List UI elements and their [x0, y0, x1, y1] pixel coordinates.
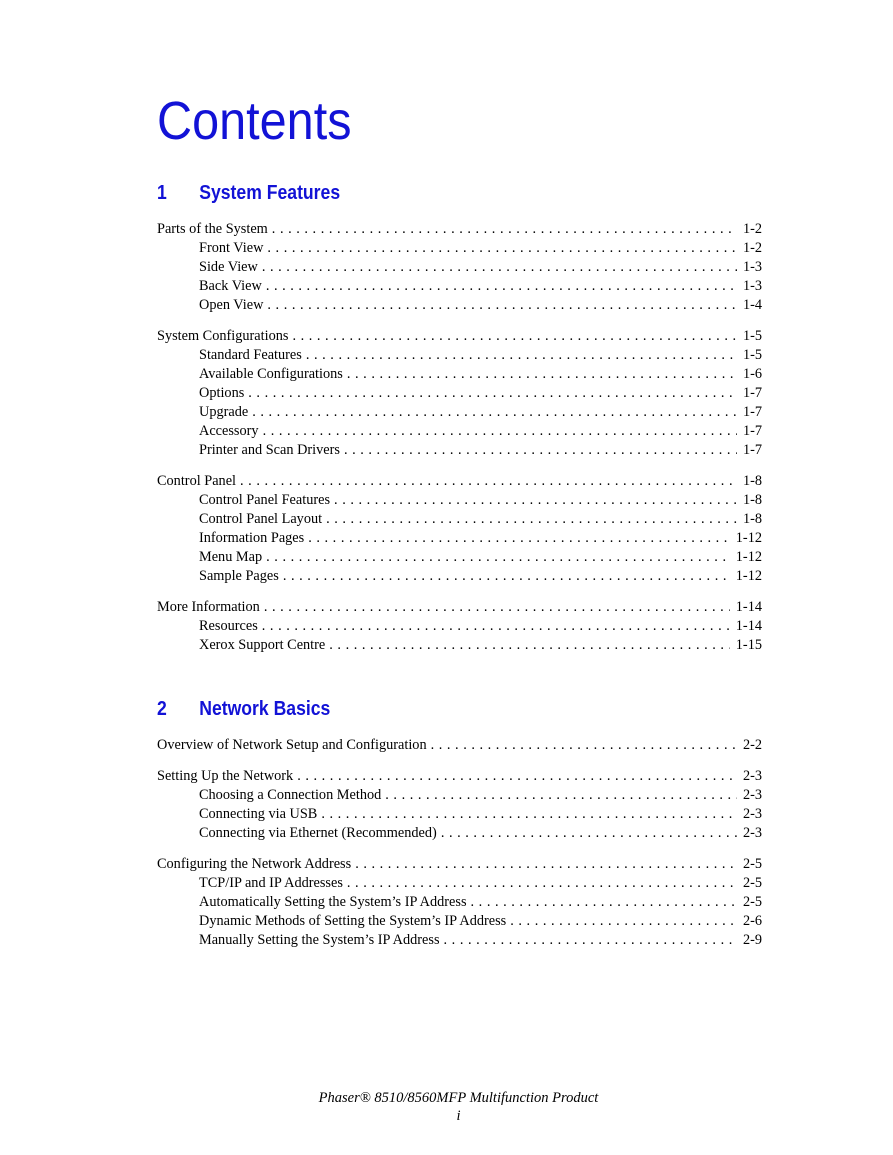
toc-entry-section[interactable] [157, 767, 762, 786]
toc-entry-page: 1-4 [742, 297, 762, 313]
toc-entry-section[interactable] [157, 855, 762, 874]
toc-entry-subsection[interactable] [157, 636, 762, 655]
toc-entry-title: Standard Features [199, 347, 302, 363]
toc-group [157, 472, 762, 586]
footer-page-number: i [456, 1108, 461, 1124]
toc-entry-subsection[interactable] [157, 365, 762, 384]
toc-entry-subsection[interactable] [157, 491, 762, 510]
toc-entry-subsection[interactable] [157, 258, 762, 277]
dot-leader [431, 736, 737, 755]
toc-entry-title: Setting Up the Network [157, 768, 294, 784]
toc-entry-section[interactable] [157, 736, 762, 755]
toc-entry-page: 1-8 [742, 473, 762, 489]
toc-entry-subsection[interactable] [157, 422, 762, 441]
toc-entry-title: Connecting via USB [199, 806, 318, 822]
chapter-number: 1 [157, 182, 167, 204]
toc-entry-title: Side View [199, 259, 258, 275]
chapter-heading-2[interactable] [157, 697, 330, 721]
toc-entry-title: Control Panel Layout [199, 511, 323, 527]
toc-entry-page: 1-7 [742, 404, 762, 420]
toc-entry-subsection[interactable] [157, 874, 762, 893]
toc-entry-subsection[interactable] [157, 239, 762, 258]
dot-leader [321, 805, 737, 824]
toc-entry-subsection[interactable] [157, 296, 762, 315]
dot-leader [444, 931, 737, 950]
toc-entry-title: Connecting via Ethernet (Recommended) [199, 825, 437, 841]
chapter-title: Network Basics [199, 698, 331, 720]
toc-entry-title: Information Pages [199, 530, 305, 546]
toc-entry-title: Control Panel Features [199, 492, 331, 508]
toc-entry-page: 1-8 [742, 511, 762, 527]
toc-entry-section[interactable] [157, 472, 762, 491]
toc-entry-page: 1-12 [735, 549, 762, 565]
toc-entry-subsection[interactable] [157, 617, 762, 636]
toc-group [157, 767, 762, 843]
page-footer [0, 1089, 893, 1125]
dot-leader [262, 258, 737, 277]
toc-entry-page: 2-9 [742, 932, 762, 948]
toc-group [157, 855, 762, 950]
chapter-1-toc [157, 220, 762, 667]
toc-entry-subsection[interactable] [157, 893, 762, 912]
toc-entry-page: 1-2 [742, 221, 762, 237]
dot-leader [297, 767, 737, 786]
toc-entry-title: Accessory [199, 423, 259, 439]
toc-entry-title: Printer and Scan Drivers [199, 442, 340, 458]
dot-leader [262, 617, 730, 636]
toc-entry-title: More Information [157, 599, 260, 615]
dot-leader [283, 567, 730, 586]
toc-entry-title: Available Configurations [199, 366, 343, 382]
toc-entry-section[interactable] [157, 327, 762, 346]
toc-entry-subsection[interactable] [157, 548, 762, 567]
toc-entry-subsection[interactable] [157, 567, 762, 586]
toc-entry-page: 1-7 [742, 442, 762, 458]
toc-entry-page: 2-3 [742, 806, 762, 822]
dot-leader [510, 912, 737, 931]
dot-leader [329, 636, 730, 655]
dot-leader [344, 441, 737, 460]
dot-leader [263, 422, 737, 441]
toc-entry-title: Upgrade [199, 404, 249, 420]
toc-entry-subsection[interactable] [157, 384, 762, 403]
toc-entry-title: Back View [199, 278, 262, 294]
toc-entry-subsection[interactable] [157, 912, 762, 931]
dot-leader [240, 472, 737, 491]
toc-entry-page: 1-12 [735, 568, 762, 584]
dot-leader [308, 529, 730, 548]
toc-entry-title: Control Panel [157, 473, 237, 489]
toc-entry-title: Resources [199, 618, 258, 634]
toc-entry-page: 2-5 [742, 894, 762, 910]
toc-entry-title: Menu Map [199, 549, 263, 565]
toc-entry-title: TCP/IP and IP Addresses [199, 875, 343, 891]
toc-entry-page: 1-14 [735, 599, 762, 615]
dot-leader [385, 786, 737, 805]
toc-entry-page: 1-14 [735, 618, 762, 634]
toc-entry-subsection[interactable] [157, 441, 762, 460]
toc-entry-subsection[interactable] [157, 346, 762, 365]
toc-entry-page: 2-3 [742, 825, 762, 841]
toc-group [157, 598, 762, 655]
toc-entry-page: 2-5 [742, 856, 762, 872]
toc-entry-title: Xerox Support Centre [199, 637, 326, 653]
dot-leader [264, 598, 730, 617]
chapter-number: 2 [157, 698, 167, 720]
toc-entry-page: 2-2 [742, 737, 762, 753]
toc-entry-page: 2-5 [742, 875, 762, 891]
toc-entry-subsection[interactable] [157, 931, 762, 950]
dot-leader [272, 220, 737, 239]
toc-entry-title: Manually Setting the System’s IP Address [199, 932, 440, 948]
toc-entry-page: 1-2 [742, 240, 762, 256]
toc-group [157, 736, 762, 755]
toc-entry-page: 2-3 [742, 787, 762, 803]
dot-leader [471, 893, 737, 912]
dot-leader [355, 855, 737, 874]
dot-leader [252, 403, 737, 422]
toc-entry-page: 1-3 [742, 278, 762, 294]
toc-entry-page: 1-8 [742, 492, 762, 508]
toc-entry-title: Options [199, 385, 245, 401]
toc-entry-title: Configuring the Network Address [157, 856, 352, 872]
toc-entry-page: 2-3 [742, 768, 762, 784]
toc-entry-page: 1-15 [735, 637, 762, 653]
toc-entry-title: System Configurations [157, 328, 289, 344]
toc-group [157, 220, 762, 315]
toc-entry-subsection[interactable] [157, 529, 762, 548]
dot-leader [441, 824, 737, 843]
dot-leader [334, 491, 737, 510]
toc-entry-subsection[interactable] [157, 403, 762, 422]
toc-entry-subsection[interactable] [157, 824, 762, 843]
toc-entry-title: Parts of the System [157, 221, 268, 237]
toc-entry-page: 1-5 [742, 328, 762, 344]
dot-leader [347, 365, 737, 384]
toc-entry-page: 1-7 [742, 423, 762, 439]
toc-group [157, 327, 762, 460]
toc-entry-title: Choosing a Connection Method [199, 787, 382, 803]
dot-leader [326, 510, 737, 529]
toc-entry-title: Open View [199, 297, 264, 313]
toc-entry-section[interactable] [157, 220, 762, 239]
toc-entry-subsection[interactable] [157, 786, 762, 805]
dot-leader [267, 239, 737, 258]
toc-entry-page: 1-3 [742, 259, 762, 275]
toc-entry-title: Sample Pages [199, 568, 279, 584]
dot-leader [347, 874, 737, 893]
chapter-title: System Features [199, 182, 341, 204]
dot-leader [267, 296, 737, 315]
toc-entry-title: Front View [199, 240, 264, 256]
page-title: Contents [157, 91, 352, 151]
toc-entry-subsection[interactable] [157, 510, 762, 529]
toc-entry-title: Overview of Network Setup and Configuration [157, 737, 427, 753]
dot-leader [248, 384, 737, 403]
toc-entry-section[interactable] [157, 598, 762, 617]
toc-entry-page: 1-6 [742, 366, 762, 382]
toc-entry-page: 2-6 [742, 913, 762, 929]
dot-leader [266, 277, 737, 296]
toc-entry-title: Automatically Setting the System’s IP Address [199, 894, 467, 910]
chapter-heading-1[interactable] [157, 181, 340, 205]
chapter-2-toc [157, 736, 762, 962]
dot-leader [266, 548, 730, 567]
toc-entry-subsection[interactable] [157, 277, 762, 296]
toc-entry-page: 1-5 [742, 347, 762, 363]
toc-entry-page: 1-7 [742, 385, 762, 401]
dot-leader [306, 346, 737, 365]
toc-entry-page: 1-12 [735, 530, 762, 546]
toc-entry-subsection[interactable] [157, 805, 762, 824]
dot-leader [292, 327, 736, 346]
footer-product: Phaser® 8510/8560MFP Multifunction Product [318, 1090, 599, 1106]
toc-entry-title: Dynamic Methods of Setting the System’s IP Address [199, 913, 507, 929]
